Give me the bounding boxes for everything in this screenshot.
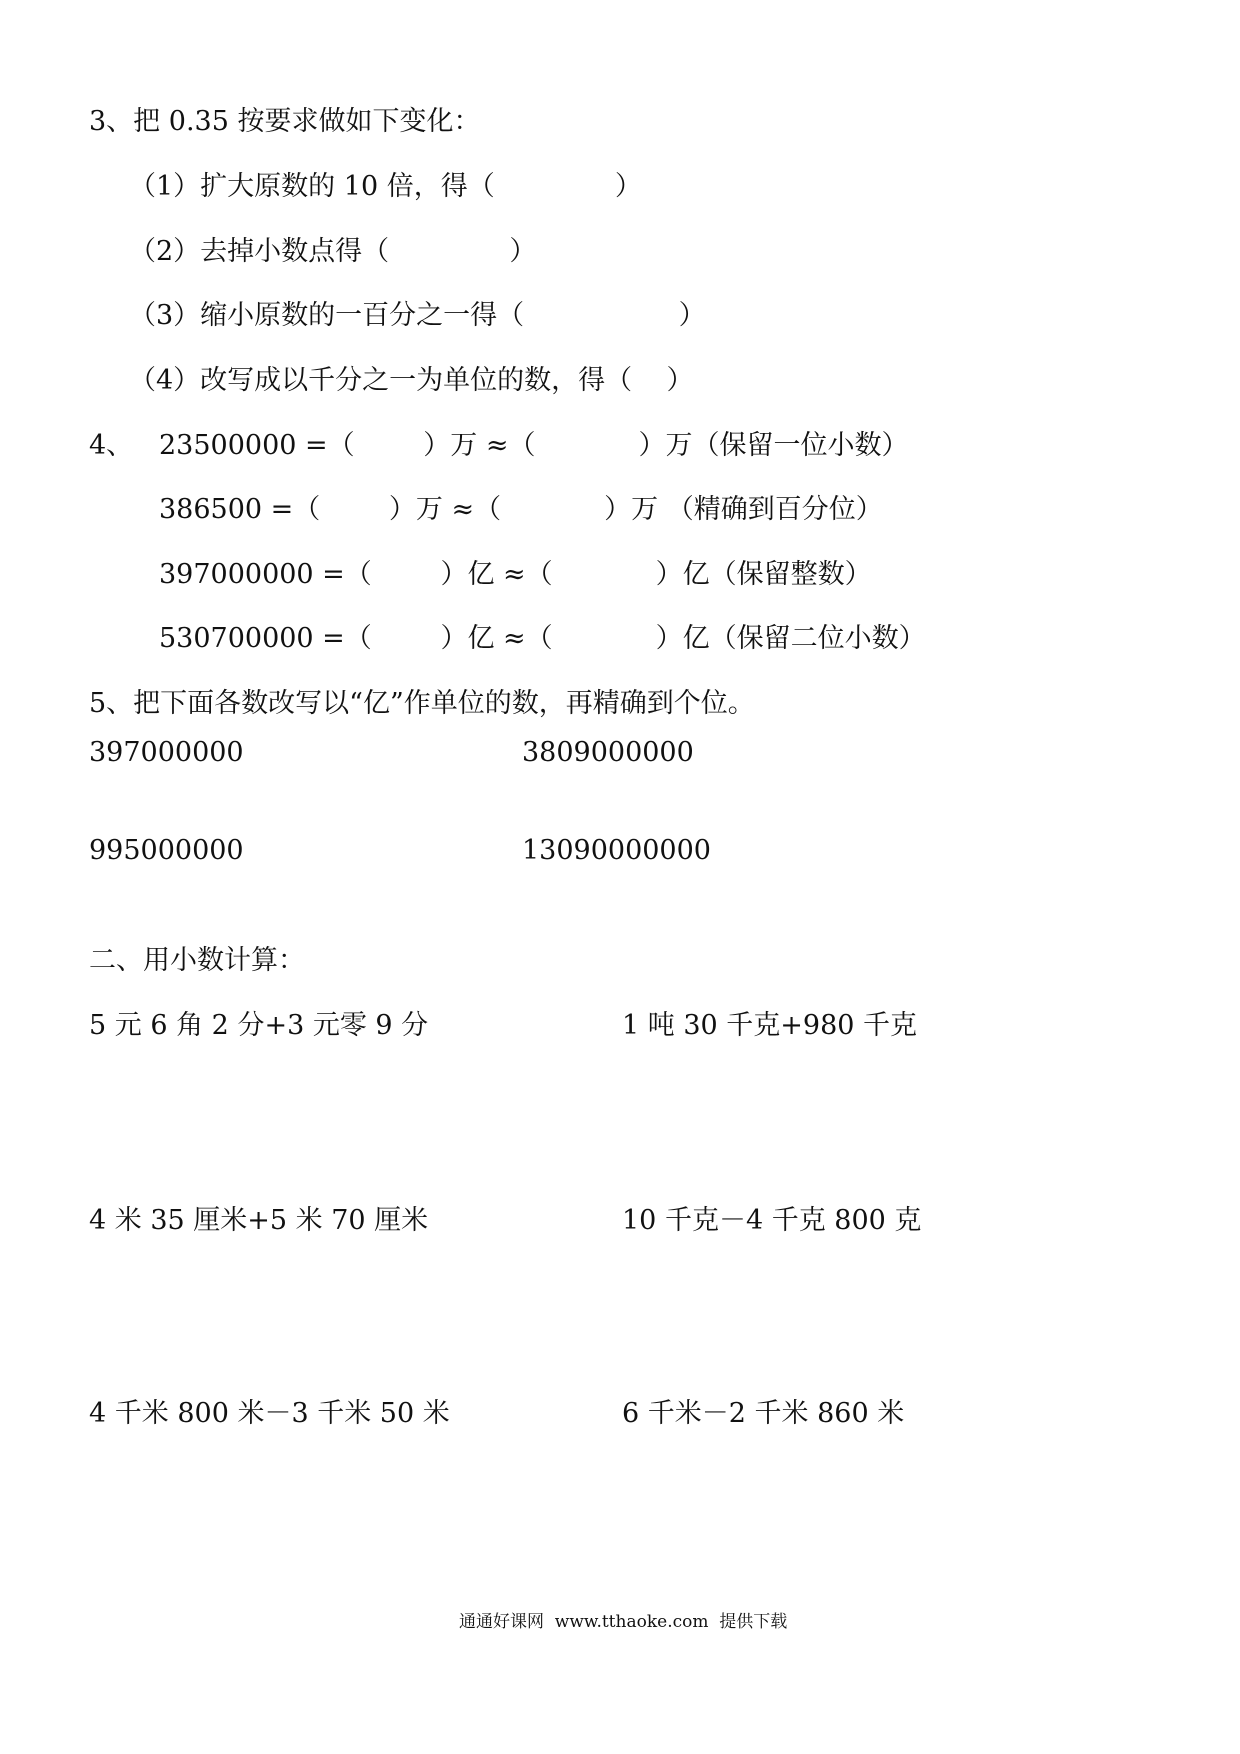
calc-problem-3: 4 米 35 厘米+5 米 70 厘米 (89, 1205, 429, 1236)
footer-credit: 通通好课网 www.tthaoke.com 提供下载 (459, 1612, 788, 1632)
calc-problem-4: 10 千克－4 千克 800 克 (622, 1205, 922, 1236)
section-2-title: 二、用小数计算： (89, 945, 305, 976)
question-3-item-4: （4）改写成以千分之一为单位的数，得（ ） (129, 365, 694, 396)
calc-problem-5: 4 千米 800 米－3 千米 50 米 (89, 1398, 450, 1429)
question-5-number-3: 995000000 (89, 835, 244, 866)
question-4-row-1: 23500000 =（ ）万 ≈（ ）万（保留一位小数） (159, 430, 909, 461)
question-5-number-2: 3809000000 (522, 737, 694, 768)
question-3-item-2: （2）去掉小数点得（ ） (129, 236, 537, 267)
question-3-item-1: （1）扩大原数的 10 倍，得（ ） (129, 171, 642, 202)
calc-problem-6: 6 千米－2 千米 860 米 (622, 1398, 905, 1429)
question-5-number-4: 13090000000 (522, 835, 711, 866)
question-3-item-3: （3）缩小原数的一百分之一得（ ） (129, 300, 706, 331)
question-5-number-1: 397000000 (89, 737, 244, 768)
calc-problem-2: 1 吨 30 千克+980 千克 (622, 1010, 918, 1041)
question-4-row-3: 397000000 =（ ）亿 ≈（ ）亿（保留整数） (159, 559, 872, 590)
calc-problem-1: 5 元 6 角 2 分+3 元零 9 分 (89, 1010, 429, 1041)
question-4-row-2: 386500 =（ ）万 ≈（ ）万 （精确到百分位） (159, 494, 883, 525)
question-3-title: 3、把 0.35 按要求做如下变化： (89, 106, 481, 137)
question-4-row-4: 530700000 =（ ）亿 ≈（ ）亿（保留二位小数） (159, 623, 926, 654)
question-5-title: 5、把下面各数改写以“亿”作单位的数，再精确到个位。 (89, 688, 755, 719)
question-4-label: 4、 (89, 430, 134, 461)
